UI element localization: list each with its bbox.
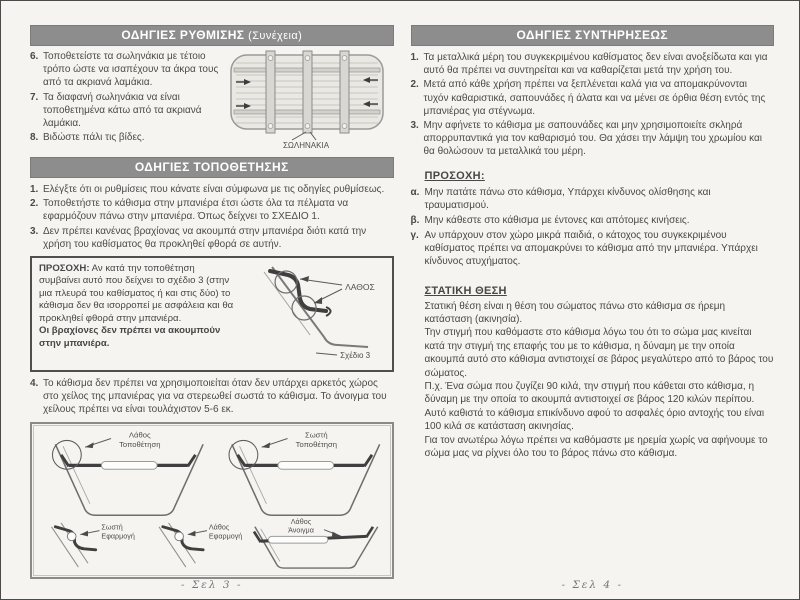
paragraph: Στατική θέση είναι η θέση του σώματος πάνω στο κάθισμα σε ήρεμη κατάσταση (ακινησία). <box>424 300 726 326</box>
item-text: Μην πατάτε πάνω στο κάθισμα, Υπάρχει κίνδυνος ολίσθησης και τραυματισμού. <box>424 186 711 211</box>
page-number-left: - Σελ 3 - <box>180 579 243 591</box>
section-header-adjustment <box>30 25 394 46</box>
list-item <box>30 183 394 196</box>
adjustment-content-row <box>30 50 394 155</box>
caution-items <box>411 186 775 271</box>
wrong-contact-figure <box>237 263 385 368</box>
list-item <box>411 78 775 118</box>
caution-label: ΠΡΟΣΟΧΗ: <box>39 262 90 274</box>
maintenance-steps <box>411 51 775 160</box>
page-left <box>30 25 394 593</box>
list-item <box>30 91 222 131</box>
list-item <box>411 51 775 77</box>
list-item <box>30 50 222 90</box>
item-number: 2. <box>30 198 39 210</box>
adjustment-steps <box>30 50 222 155</box>
installation-figure-box <box>30 422 394 579</box>
item-text: Ελέγξτε ότι οι ρυθμίσεις που κάνατε είναι σύμφωνα με τις οδηγίες ρυθμίσεως. <box>43 184 385 195</box>
item-text: Το κάθισμα δεν πρέπει να χρησιμοποιείται όταν δεν υπάρχει αρκετός χώρος στο χείλος της μπανιέρας για να στερεωθεί σωστά το κάθισμα. Το άνοιγμα του χείλους πρέπει να είναι τουλάχιστον 5-6 εκ. <box>43 377 387 416</box>
item-text: Τοποθετείστε τα σωληνάκια με τέτοιο τρόπο ώστε να ισαπέχουν τα άκρα τους από τα ακριανά λαμάκια. <box>43 51 219 89</box>
diagram-label-figure3: Σχέδιο 3 <box>340 350 371 360</box>
bath-seat-top-view-figure <box>226 50 394 155</box>
item-number: 3. <box>410 119 419 131</box>
diagram-label-tubes: ΣΩΛΗΝΑΚΙΑ <box>282 141 329 150</box>
diagram-label-wrong-opening-2: Άνοιγμα <box>288 525 314 535</box>
list-item <box>411 214 775 227</box>
static-position-paragraphs <box>411 300 775 461</box>
item-number: 1. <box>30 184 39 195</box>
section-title: ΟΔΗΓΙΕΣ ΣΥΝΤΗΡΗΣΕΩΣ <box>516 28 669 42</box>
list-item <box>411 186 775 212</box>
caution-heading: ΠΡΟΣΟΧΗ: <box>424 169 485 182</box>
section-title: ΟΔΗΓΙΕΣ ΤΟΠΟΘΕΤΗΣΗΣ <box>134 160 289 174</box>
item-number: 7. <box>30 91 39 103</box>
item-number: 6. <box>30 51 39 62</box>
item-text: Τοποθετήστε το κάθισμα στην μπανιέρα έτσι ώστε όλα τα πέλματα να εφαρμόζουν πάνω στην μπανιέρα. Όπως δείχνει το ΣΧΕΔΙΟ 1. <box>43 198 349 223</box>
item-number: 3. <box>30 225 39 237</box>
wrong-arm-contact-diagram <box>237 263 385 363</box>
caution-box <box>30 256 394 372</box>
item-letter: α. <box>410 186 420 198</box>
diagram-label-wrong-fit-2: Εφαρμογή <box>208 530 243 540</box>
item-text: Μην κάθεστε στο κάθισμα με έντονες και απότομες κινήσεις. <box>424 214 690 226</box>
wrong-opening-figure <box>254 516 378 567</box>
list-item <box>411 119 775 159</box>
paragraph: Την στιγμή που καθόμαστε στο κάθισμα λόγω του ότι το σώμα μας κινείται κατά την στιγμή της επαφής του με το κάθισμα, η δύναμη με την οποία ακουμπά αυτό στο κάθισμα αντιστοιχεί σε βάρος μεγαλύτερο από το βάρος του σώματος. <box>424 327 774 379</box>
diagram-label-wrong-placement-2: Τοποθέτηση <box>119 439 161 449</box>
installation-diagram <box>35 427 389 569</box>
correct-fit-figure <box>52 522 135 566</box>
page-right <box>411 25 775 593</box>
caution-body: Αν κατά την τοποθέτηση συμβαίνει αυτό που δείχνει το σχέδιο 3 (στην μια πλευρά του καθίσματος ή και στις δύο) το κάθισμα δεν θα ισορροπεί με ασφάλεια και θα προκληθεί φθορά στην μπανιέρα. <box>39 262 234 324</box>
item-letter: γ. <box>410 230 419 242</box>
item-text: Μετά από κάθε χρήση πρέπει να ξεπλένεται καλά για να απομακρύνονται τυχόν καθαριστικά, σαπουνάδες ή άλατα και να μένει σε όρθια θέση εντός της μπανιέρας για στέγνωμα. <box>423 79 766 117</box>
item-text: Αν υπάρχουν στον χώρο μικρά παιδιά, ο κάτοχος του συγκεκριμένου καθίσματος πρέπει να απομακρύνει το κάθισμα από την μπανιέρα. Υπάρχει κίνδυνος ατυχήματος. <box>424 230 758 268</box>
item-text: Τα μεταλλικά μέρη του συγκεκριμένου καθίσματος δεν είναι ανοξείδωτα και για αυτό θα πρέπει να συντηρείται και να καθαρίζεται μετά την χρήση του. <box>423 52 768 77</box>
paragraph: Για τον ανωτέρω λόγω πρέπει να καθόμαστε με ηρεμία χωρίς να αφήνουμε το σώμα μας να ρίχνει όλο του το βάρος πάνω στο κάθισμα. <box>424 434 768 459</box>
item-number: 8. <box>30 132 39 144</box>
diagram-label-correct-fit-2: Εφαρμογή <box>101 530 135 540</box>
paragraph: Π.χ. Ένα σώμα που ζυγίζει 90 κιλά, την στιγμή που κάθεται στο κάθισμα, η δύναμη με την οποία το ακουμπά αντιστοιχεί σε βάρος 120 κιλών περίπου. Αυτό καθιστά το κάθισμα επικίνδυνο αφού το ασφαλές όριο αντοχής του είναι 100 κιλά σε κατάσταση ακινησίας. <box>424 380 765 433</box>
section-title-suffix: (Συνέχεια) <box>248 30 303 42</box>
diagram-label-wrong-placement-1: Λάθος <box>128 430 151 440</box>
list-item <box>30 197 394 223</box>
diagram-label-wrong-fit-1: Λάθος <box>208 522 230 532</box>
section-header-installation <box>30 157 394 178</box>
caution-text <box>39 263 235 368</box>
item-number: 1. <box>410 52 419 63</box>
static-position-heading: ΣΤΑΤΙΚΗ ΘΕΣΗ <box>424 284 507 297</box>
list-item-4 <box>30 377 394 417</box>
bath-seat-top-view-diagram <box>226 50 394 150</box>
diagram-label-wrong-opening-1: Λάθος <box>290 516 312 526</box>
item-text: Δεν πρέπει κανένας βραχίονας να ακουμπά στην μπανιέρα διότι κατά την χρήση του καθίσματος θα προκληθεί φθορά σε αυτήν. <box>43 225 367 250</box>
diagram-label-correct-fit-1: Σωστή <box>101 522 123 532</box>
item-number: 2. <box>410 79 419 91</box>
section-header-maintenance <box>411 25 775 46</box>
item-text: Βιδώστε πάλι τις βίδες. <box>43 132 145 144</box>
list-item <box>30 131 222 144</box>
section-title: ΟΔΗΓΙΕΣ ΡΥΘΜΙΣΗΣ <box>121 28 245 42</box>
item-number: 4. <box>30 377 39 389</box>
page-number-right: - Σελ 4 - <box>561 579 623 591</box>
list-item <box>411 229 775 269</box>
caution-bold-note: Οι βραχίονες δεν πρέπει να ακουμπούν στην μπανιέρα. <box>39 325 221 349</box>
list-item <box>30 225 394 251</box>
diagram-label-wrong: ΛΑΘΟΣ <box>345 281 376 292</box>
item-letter: β. <box>410 214 420 226</box>
item-text: Μην αφήνετε το κάθισμα με σαπουνάδες και μην χρησιμοποιείτε σκληρά απορρυπαντικά για τον καθαρισμό του. Θα χάσει την λάμψη του χρωμίου και θα θολώσουν τα μεταλλικά του μέρη. <box>423 119 763 158</box>
diagram-label-correct-placement-2: Τοποθέτηση <box>295 439 338 449</box>
wrong-fit-figure <box>159 522 242 566</box>
installation-steps <box>30 183 394 252</box>
item-text: Τα διαφανή σωληνάκια να είναι τοποθετημένα κάτω από τα ακριανά λαμάκια. <box>43 91 202 129</box>
diagram-label-correct-placement-1: Σωστή <box>304 430 328 440</box>
